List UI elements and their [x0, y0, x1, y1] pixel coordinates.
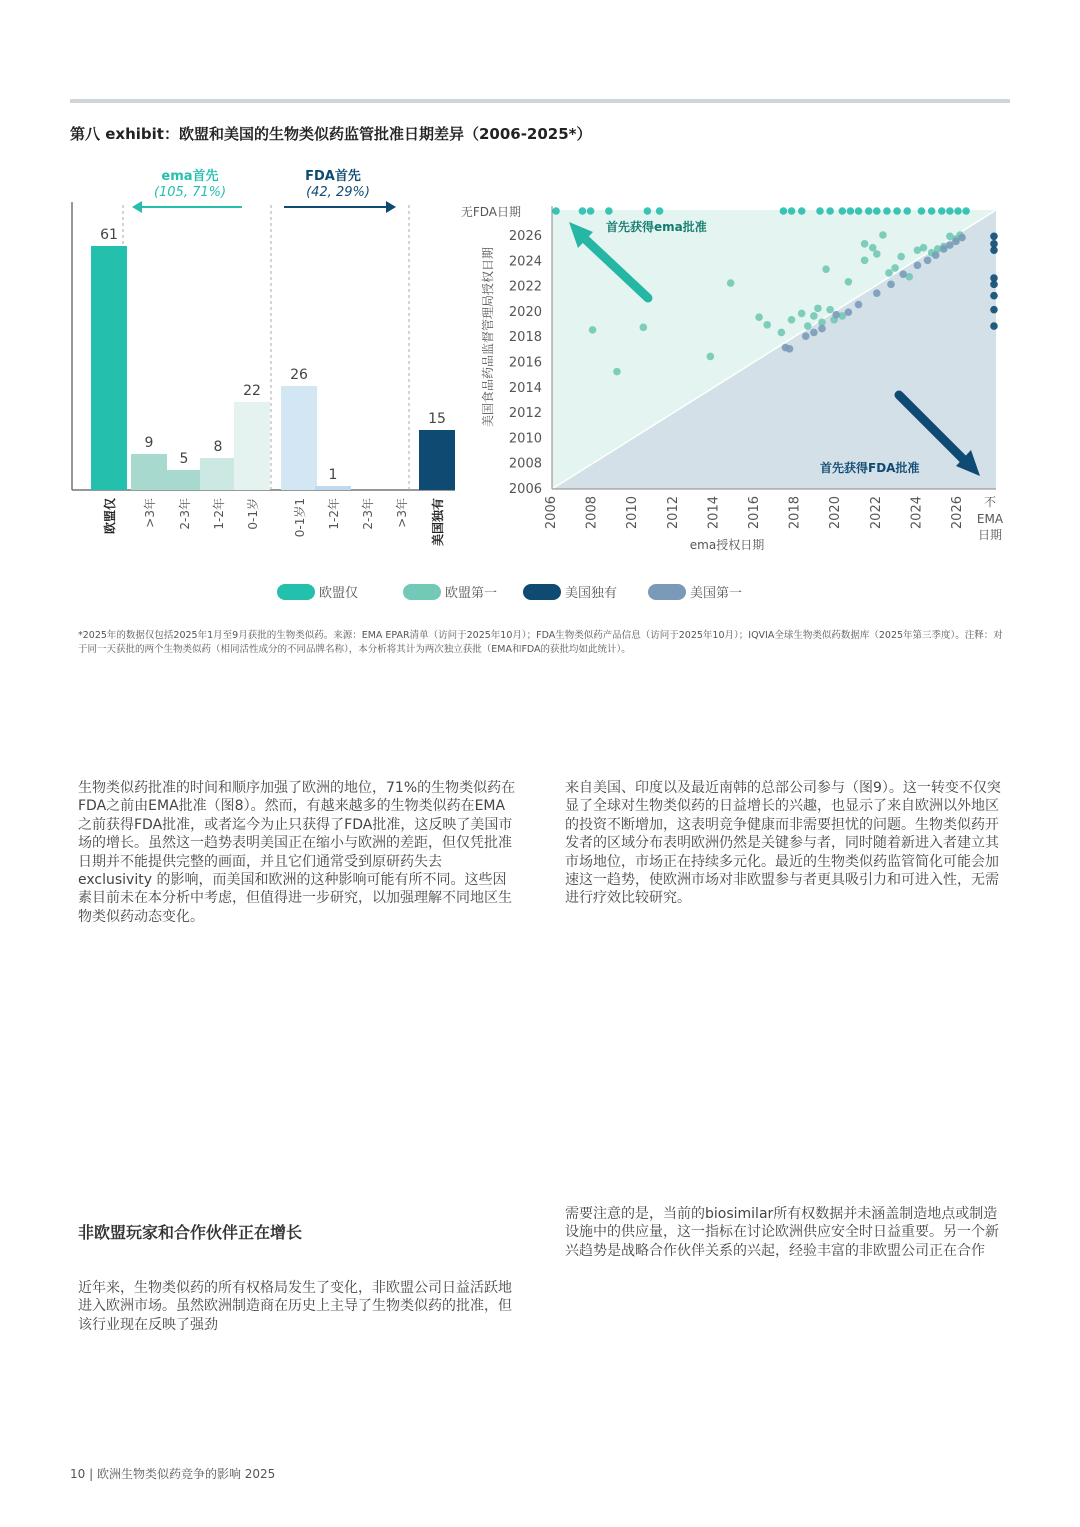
bar-category-label-3: 1-2年 — [212, 498, 226, 530]
region-label-fda-first: 首先获得FDA批准 — [820, 461, 920, 475]
scatter-point-s3-12 — [924, 257, 932, 265]
scatter-point-s0-9 — [816, 207, 824, 215]
scatter-point-s0-20 — [928, 207, 936, 215]
y-tick-label-6: 2018 — [508, 330, 542, 346]
x-tick-label-0: 2006 — [544, 496, 559, 530]
scatter-point-s0-24 — [962, 207, 970, 215]
group-arrow-head-ema-first — [132, 201, 142, 213]
scatter-y-axis-title: 美国食品药品监督管理局授权日期 — [481, 246, 495, 428]
scatter-point-s3-1 — [786, 345, 794, 353]
scatter-point-s1-21 — [861, 240, 869, 248]
scatter-point-s3-9 — [887, 281, 895, 289]
scatter-point-s1-3 — [707, 353, 715, 361]
scatter-point-s1-12 — [814, 305, 822, 313]
legend-label-1: 欧盟第一 — [445, 586, 498, 601]
scatter-point-s1-14 — [826, 306, 834, 314]
scatter-point-s3-7 — [855, 301, 863, 309]
bar-9 — [419, 430, 455, 490]
scatter-point-s0-14 — [865, 207, 873, 215]
y-tick-label-no-fda: 无FDA日期 — [460, 205, 521, 219]
scatter-point-s0-3 — [605, 207, 613, 215]
scatter-point-s3-17 — [958, 234, 966, 242]
scatter-point-s0-2 — [587, 207, 595, 215]
bar-value-label-0: 61 — [100, 227, 118, 243]
bar-category-label-6: 1-2年 — [327, 498, 341, 530]
scatter-point-s3-2 — [802, 332, 810, 340]
bar-1 — [131, 454, 167, 490]
bar-6 — [315, 486, 351, 490]
bar-value-label-6: 1 — [328, 467, 338, 483]
scatter-point-s1-9 — [798, 310, 806, 318]
y-tick-label-10: 2026 — [508, 229, 542, 244]
scatter-point-s1-22 — [873, 250, 881, 258]
bar-5 — [281, 386, 317, 490]
x-tick-label-6: 2018 — [787, 496, 803, 530]
legend-swatch-2 — [523, 584, 561, 600]
scatter-point-s3-5 — [832, 311, 840, 319]
body-paragraph-right-1: 来自美国、印度以及最近南韩的总部公司参与（图9）。这一转变不仅突显了全球对生物类似药的日益增长的兴趣，也显示了来自欧洲以外地区的投资不断增加，这表明竞争健康而非需要担忧的问题。生物类似药开发者的区域分布表明欧洲仍然是关键参与者，同时随着新进入者建立其市场地位，市场正在持续多元化。最近的生物类似药监管简化可能会加速这一趋势，使欧洲市场对非欧盟参与者更具吸引力和可进入性，无需进行疗效比较研究。 — [565, 780, 1001, 907]
bar-0 — [91, 246, 127, 490]
x-tick-label-1: 2008 — [584, 496, 600, 530]
bar-category-label-4: 0-1岁 — [246, 498, 260, 530]
bar-value-label-2: 5 — [179, 451, 189, 467]
legend-swatch-1 — [403, 584, 441, 600]
scatter-point-s1-18 — [845, 278, 853, 286]
exhibit-title: 第八 exhibit：欧盟和美国的生物类似药监管批准日期差异（2006-2025*） — [70, 125, 592, 143]
scatter-point-s1-0 — [589, 326, 597, 334]
top-rule — [70, 99, 1010, 103]
scatter-point-s2-2 — [990, 246, 998, 254]
scatter-point-s1-24 — [885, 269, 893, 277]
y-tick-label-1: 2008 — [508, 456, 542, 472]
scatter-point-s1-11 — [810, 312, 818, 320]
bar-category-label-5: 0-1岁1 — [293, 498, 307, 538]
y-tick-label-2: 2010 — [508, 431, 542, 447]
scatter-point-s0-5 — [656, 207, 664, 215]
section-heading: 非欧盟玩家和合作伙伴正在增长 — [78, 1223, 303, 1242]
scatter-point-s1-19 — [861, 257, 869, 265]
scatter-point-s0-17 — [893, 207, 901, 215]
x-tick-label-8: 2022 — [868, 496, 884, 530]
x-tick-label-10: 2026 — [950, 496, 965, 530]
y-tick-label-8: 2022 — [508, 279, 542, 295]
scatter-point-s1-26 — [897, 253, 905, 261]
scatter-x-axis-title: ema授权日期 — [689, 538, 765, 552]
legend-label-3: 美国第一 — [690, 586, 743, 601]
x-tick-label-7: 2020 — [828, 496, 844, 530]
group-label-ema-first: ema首先 — [161, 169, 219, 184]
scatter-point-s3-4 — [818, 325, 826, 333]
scatter-point-s1-23 — [879, 231, 887, 239]
bar-category-label-7: 2-3年 — [361, 498, 375, 530]
bar-category-label-9: 美国独有 — [431, 498, 445, 547]
scatter-point-s3-6 — [845, 308, 853, 316]
scatter-point-s0-23 — [954, 207, 962, 215]
scatter-point-s0-4 — [644, 207, 652, 215]
legend-swatch-0 — [277, 584, 315, 600]
bar-value-label-5: 26 — [290, 367, 308, 383]
scatter-point-s2-4 — [990, 281, 998, 289]
y-tick-label-0: 2006 — [508, 482, 542, 497]
scatter-point-s0-21 — [938, 207, 946, 215]
scatter-point-s1-7 — [778, 329, 786, 337]
scatter-point-s0-1 — [579, 207, 587, 215]
x-tick-label-no-ema-3: 日期 — [977, 528, 1003, 542]
scatter-point-s1-2 — [640, 324, 648, 332]
scatter-point-s3-13 — [932, 251, 940, 259]
scatter-point-s2-7 — [990, 322, 998, 330]
scatter-point-s1-25 — [891, 264, 899, 272]
y-tick-label-9: 2024 — [508, 254, 542, 270]
x-tick-label-no-ema-2: EMA — [976, 512, 1004, 526]
scatter-point-s0-7 — [788, 207, 796, 215]
bar-3 — [200, 458, 236, 490]
bar-value-label-3: 8 — [213, 439, 223, 455]
bar-value-label-1: 9 — [144, 435, 154, 451]
region-label-ema-first: 首先获得ema批准 — [606, 220, 707, 234]
body-paragraph-right-2: 需要注意的是，当前的biosimilar所有权数据并未涵盖制造地点或制造设施中的供应量，这一指标在讨论欧洲供应安全时日益重要。另一个新兴趋势是战略合作伙伴关系的兴起，经验丰富的非欧盟公司正在合作 — [565, 1206, 999, 1259]
group-sublabel-ema-first: (105, 71%) — [153, 185, 227, 200]
scatter-point-s0-22 — [946, 207, 954, 215]
scatter-point-s2-0 — [990, 232, 998, 240]
y-tick-label-3: 2012 — [508, 406, 542, 422]
scatter-point-s0-0 — [552, 207, 560, 215]
scatter-point-s0-6 — [780, 207, 788, 215]
legend-swatch-3 — [648, 584, 686, 600]
page-footer: 10 | 欧洲生物类似药竞争的影响 2025 — [70, 1467, 276, 1481]
group-sublabel-fda-first: (42, 29%) — [306, 185, 370, 200]
x-tick-label-4: 2014 — [706, 496, 722, 530]
scatter-point-s1-8 — [788, 316, 796, 324]
scatter-point-s1-17 — [822, 265, 830, 273]
scatter-point-s0-15 — [873, 207, 881, 215]
body-paragraph-left-1: 生物类似药批准的时间和顺序加强了欧洲的地位，71%的生物类似药在FDA之前由EMA批准（图8）。然而，有越来越多的生物类似药在EMA之前获得FDA批准，或者迄今为止只获得了FDA批准，这反映了美国市场的增长。虽然这一趋势表明美国正在缩小与欧洲的差距，但仅凭批准日期并不能提供完整的画面，并且它们通常受到原研药失去 exclusivity 的影响，而美国和欧洲的这种影响可能有所不同。这些因素目前未在本分析中考虑，但值得进一步研究，以加强理解不同地区生物类似药动态变化。 — [78, 780, 516, 925]
x-tick-label-3: 2012 — [665, 496, 681, 530]
bar-category-label-8: >3年 — [395, 498, 409, 528]
bar-value-label-9: 15 — [428, 411, 446, 427]
x-tick-label-5: 2016 — [747, 496, 762, 530]
x-tick-label-2: 2010 — [625, 496, 641, 530]
scatter-point-s1-4 — [727, 279, 735, 287]
group-label-fda-first: FDA首先 — [305, 169, 361, 184]
body-paragraph-left-2: 近年来，生物类似药的所有权格局发生了变化，非欧盟公司日益活跃地进入欧洲市场。虽然欧洲制造商在历史上主导了生物类似药的批准，但该行业现在反映了强劲 — [78, 1280, 512, 1333]
scatter-point-s1-6 — [763, 321, 771, 329]
scatter-point-s2-5 — [990, 292, 998, 300]
scatter-point-s2-6 — [990, 306, 998, 314]
y-tick-label-7: 2020 — [508, 304, 542, 320]
bar-category-label-2: 2-3年 — [178, 498, 192, 530]
scatter-point-s0-19 — [918, 207, 926, 215]
scatter-point-s1-20 — [869, 244, 877, 252]
x-tick-label-no-ema-1: 不 — [983, 495, 997, 509]
y-tick-label-4: 2014 — [508, 380, 542, 396]
scatter-point-s0-8 — [798, 207, 806, 215]
scatter-point-s0-11 — [838, 207, 846, 215]
scatter-point-s0-12 — [847, 207, 855, 215]
scatter-point-s3-8 — [873, 289, 881, 297]
legend-label-0: 欧盟仅 — [319, 586, 359, 601]
scatter-point-s0-13 — [855, 207, 863, 215]
scatter-point-s0-16 — [883, 207, 891, 215]
scatter-point-s1-29 — [920, 244, 928, 252]
bar-2 — [166, 470, 202, 490]
y-tick-label-5: 2016 — [508, 355, 542, 371]
scatter-point-s0-10 — [826, 207, 834, 215]
scatter-point-s0-18 — [903, 207, 911, 215]
bar-category-label-0: 欧盟仅 — [103, 498, 117, 535]
scatter-point-s1-5 — [755, 313, 763, 321]
x-tick-label-9: 2024 — [909, 496, 925, 530]
exhibit-chart — [0, 150, 1080, 620]
scatter-point-s3-10 — [899, 270, 907, 278]
bar-value-label-4: 22 — [243, 383, 261, 399]
scatter-point-s3-11 — [914, 262, 922, 270]
group-arrow-head-fda-first — [386, 201, 396, 213]
scatter-point-s3-3 — [810, 329, 818, 337]
bar-category-label-1: >3年 — [143, 498, 157, 528]
footnote: *2025年的数据仅包括2025年1月至9月获批的生物类似药。来源：EMA EPAR清单（访问于2025年10月）；FDA生物类似药产品信息（访问于2025年10月）；IQVIA全球生物类似药数据库（2025年第三季度）。注释：对于同一天获批的两个生物类似药（相同活性成分的不同品牌名称），本分析将其计为两次独立获批（EMA和FDA的获批均如此统计）。 — [78, 630, 1003, 655]
bar-4 — [234, 402, 270, 490]
scatter-point-s1-10 — [804, 322, 812, 330]
legend-label-2: 美国独有 — [565, 586, 618, 601]
scatter-point-s1-1 — [613, 368, 621, 376]
